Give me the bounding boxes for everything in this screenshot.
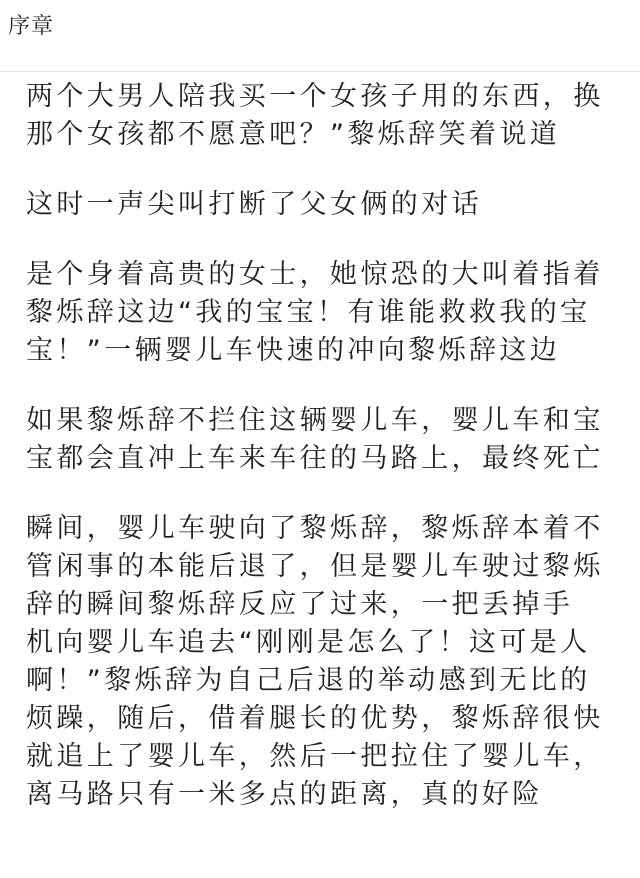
text-line: 烦躁，随后，借着腿长的优势，黎烁辞很快 (26, 703, 604, 734)
text-line: 这时一声尖叫打断了父女俩的对话 (26, 189, 482, 220)
text-line: 两个大男人陪我买一个女孩子用的东西，换 (26, 81, 604, 112)
text-line: 宝！”一辆婴儿车快速的冲向黎烁辞这边 (26, 335, 561, 366)
paragraph-1 (26, 78, 632, 154)
text-line: 啊！”黎烁辞为自己后退的举动感到无比的 (26, 665, 591, 696)
chapter-title: 序章 (8, 14, 55, 39)
text-line: 是个身着高贵的女士，她惊恐的大叫着指着 (26, 259, 604, 290)
text-line: 那个女孩都不愿意吧？”黎烁辞笑着说道 (26, 119, 561, 150)
text-line: 机向婴儿车追去“刚刚是怎么了！这可是人 (26, 627, 591, 658)
text-line: 就追上了婴儿车，然后一把拉住了婴儿车， (26, 741, 604, 772)
text-line: 管闲事的本能后退了，但是婴儿车驶过黎烁 (26, 551, 604, 582)
text-line: 如果黎烁辞不拦住这辆婴儿车，婴儿车和宝 (26, 405, 604, 436)
text-line: 瞬间，婴儿车驶向了黎烁辞，黎烁辞本着不 (26, 513, 604, 544)
paragraph-2 (26, 186, 632, 224)
text-line: 宝都会直冲上车来车往的马路上，最终死亡 (26, 443, 604, 474)
text-line: 离马路只有一米多点的距离，真的好险 (26, 779, 543, 810)
paragraph-3 (26, 256, 632, 370)
paragraph-5 (26, 510, 632, 814)
text-line: 黎烁辞这边“我的宝宝！有谁能救救我的宝 (26, 297, 591, 328)
paragraph-4 (26, 402, 632, 478)
story-content (26, 78, 632, 846)
chapter-header (0, 0, 640, 72)
text-line: 辞的瞬间黎烁辞反应了过来，一把丢掉手 (26, 589, 574, 620)
